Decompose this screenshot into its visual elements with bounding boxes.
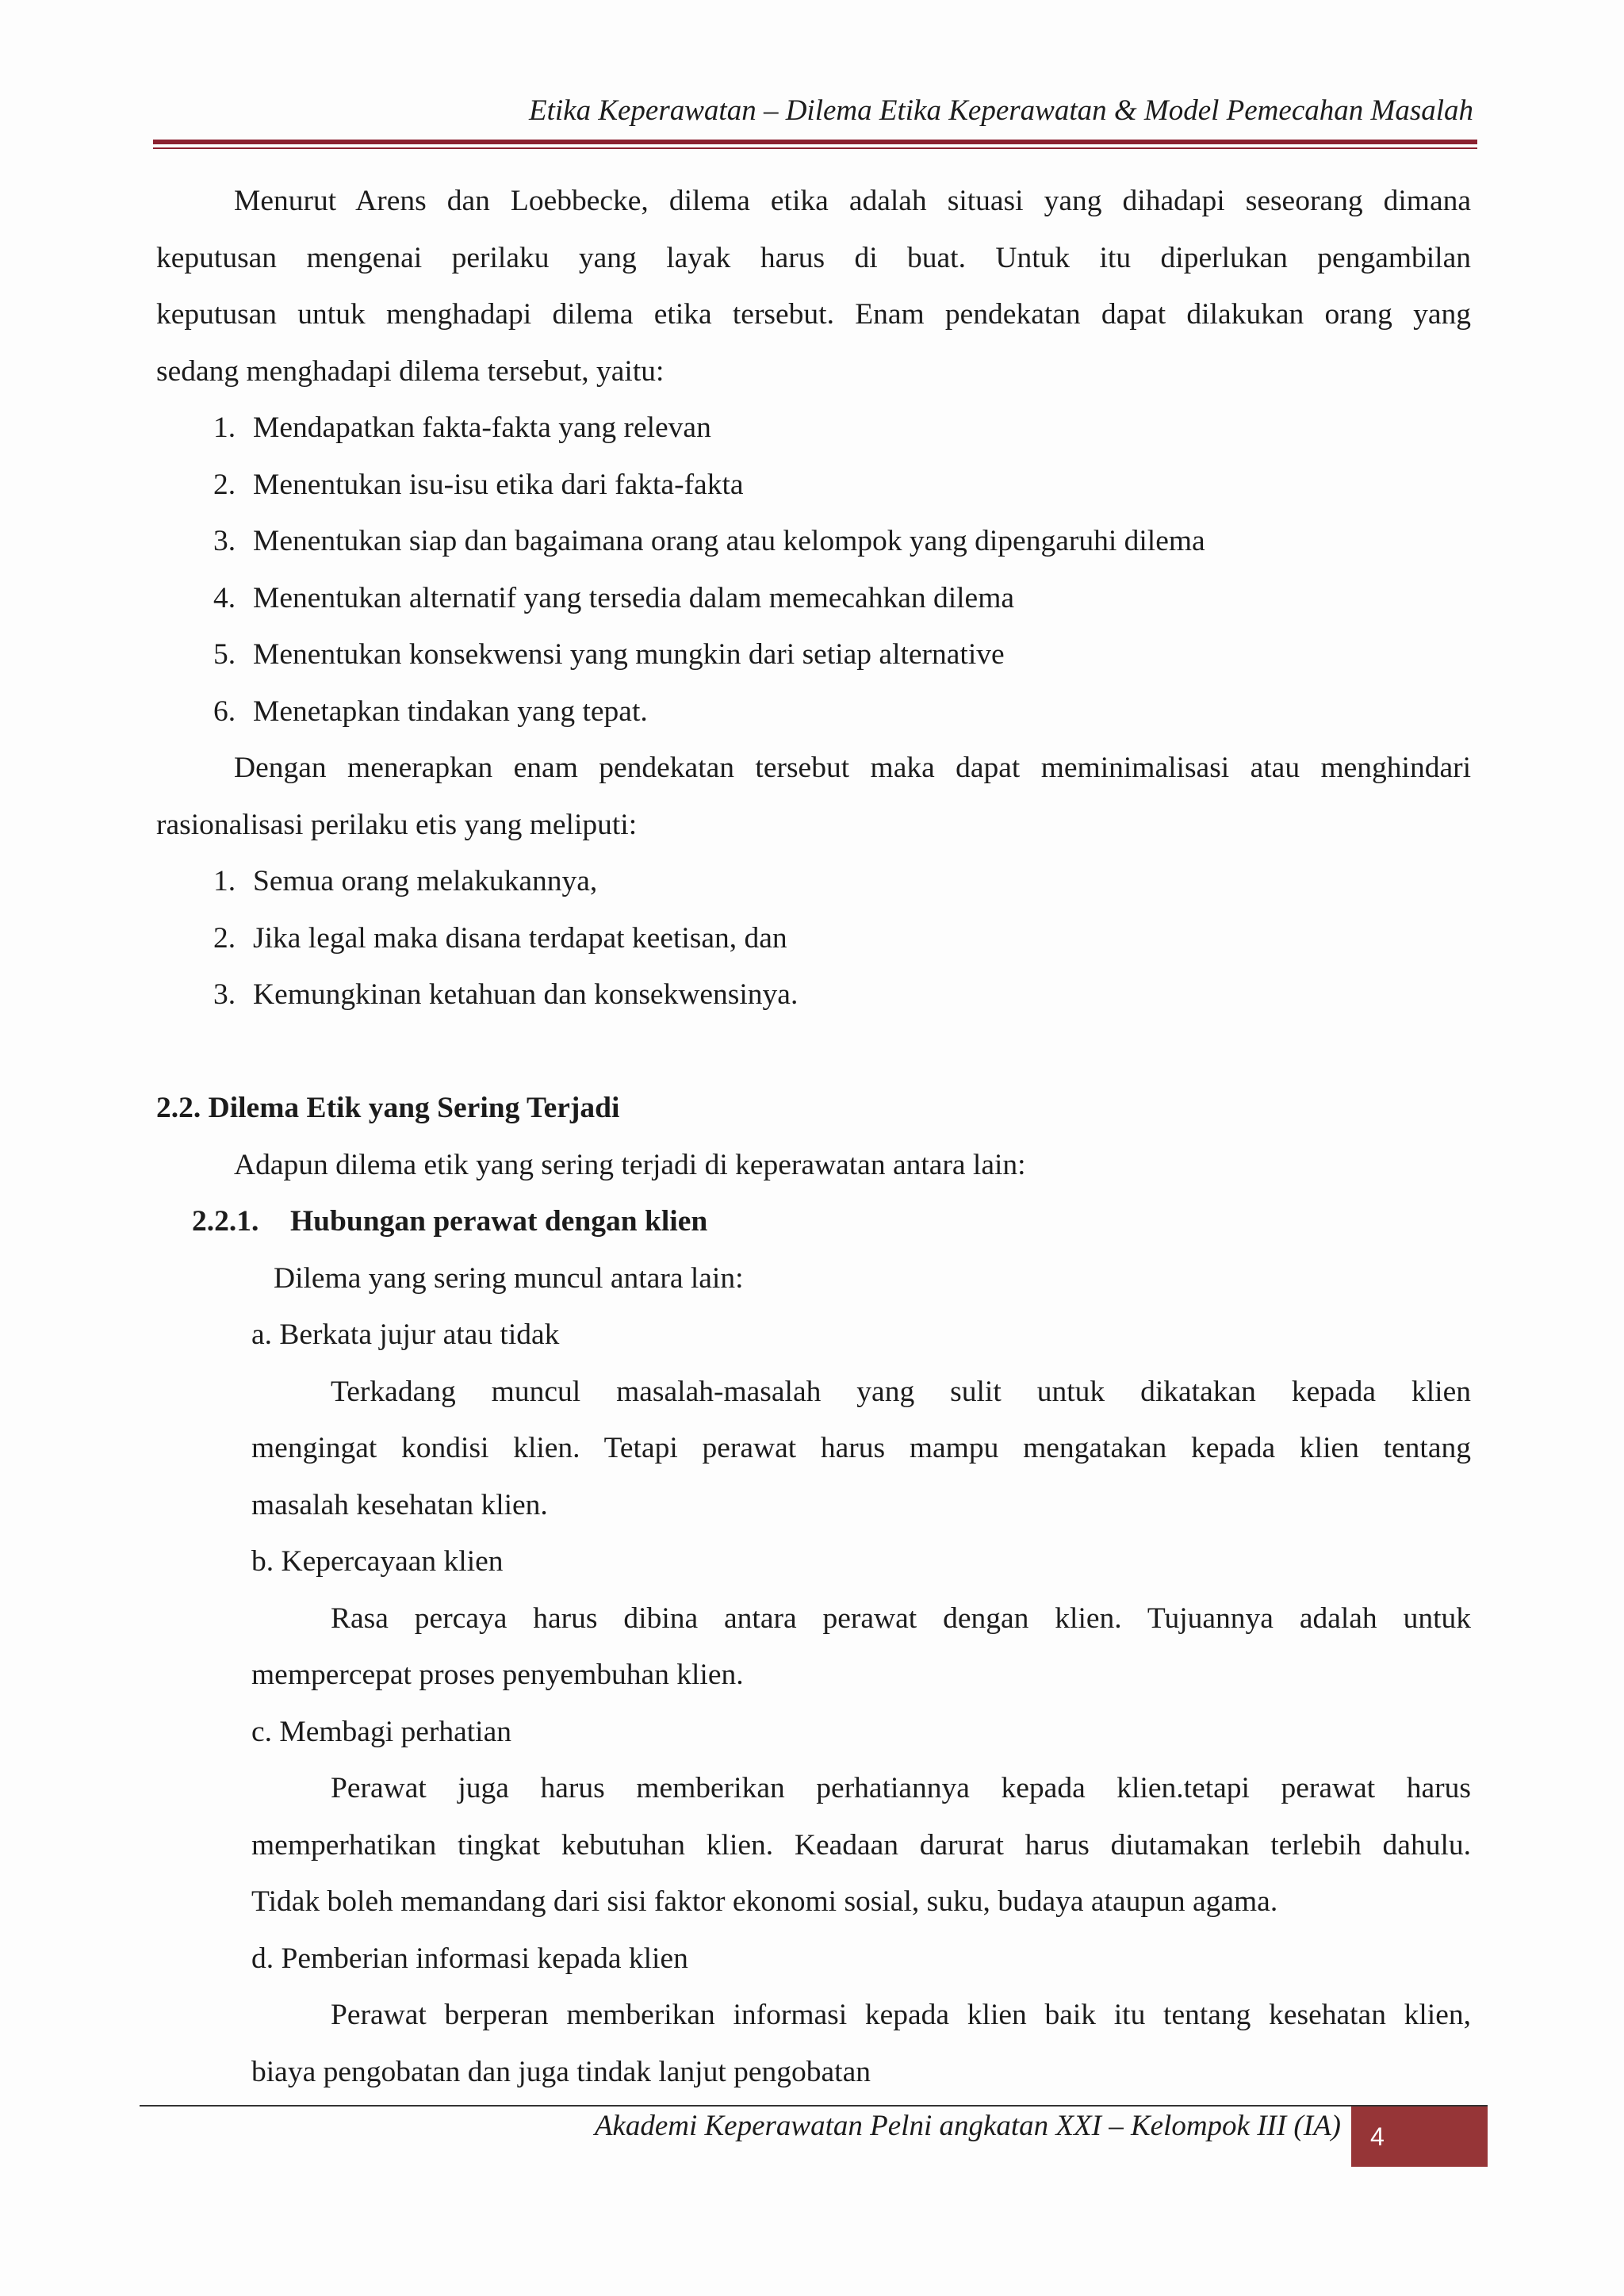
intro-line: sedang menghadapi dilema tersebut, yaitu: <box>156 354 665 388</box>
item-line: biaya pengobatan dan juga tindak lanjut pengobatan <box>251 2055 871 2088</box>
item-line: mengingat kondisi klien. Tetapi perawat harus mampu mengatakan kepada klien tentang <box>251 1432 1471 1464</box>
footer-text: Akademi Keperawatan Pelni angkatan XXI – Kelompok III (IA) <box>594 2110 1341 2142</box>
list-number: 2. <box>213 468 236 501</box>
list-text: Menentukan alternatif yang tersedia dalam memecahkan dilema <box>253 581 1015 614</box>
header-rule-thick <box>153 140 1477 144</box>
section-heading <box>156 1080 1471 1137</box>
item-line: masalah kesehatan klien. <box>251 1488 548 1521</box>
list-item <box>156 570 1471 627</box>
list-text: Mendapatkan fakta-fakta yang relevan <box>253 411 711 444</box>
page-number: 4 <box>1370 2122 1385 2151</box>
subsection-title: Hubungan perawat dengan klien <box>290 1205 708 1238</box>
item-label: b. Kepercayaan klien <box>251 1545 504 1578</box>
item-label: a. Berkata jujur atau tidak <box>251 1318 560 1351</box>
footer-rule <box>140 2105 1488 2107</box>
list-number: 1. <box>213 865 236 897</box>
intro-line: keputusan untuk menghadapi dilema etika tersebut. Enam pendekatan dapat dilakukan orang yang <box>156 298 1471 331</box>
list-text: Menentukan konsekwensi yang mungkin dari setiap alternative <box>253 638 1005 671</box>
list-item <box>156 513 1471 570</box>
blank-line <box>156 1024 1471 1081</box>
list-text: Semua orang melakukannya, <box>253 865 598 897</box>
list-item <box>156 910 1471 967</box>
list-number: 3. <box>213 525 236 557</box>
list-item <box>156 457 1471 514</box>
list-item <box>156 683 1471 740</box>
list-number: 4. <box>213 581 236 614</box>
subsection-intro: Dilema yang sering muncul antara lain: <box>274 1261 744 1295</box>
list-number: 2. <box>213 921 236 955</box>
header-rule-thin <box>153 147 1477 149</box>
page-number-box <box>1351 2107 1488 2167</box>
item-line: Perawat berperan memberikan informasi kepada klien baik itu tentang kesehatan klien, <box>331 1999 1471 2031</box>
item-line: mempercepat proses penyembuhan klien. <box>251 1659 744 1691</box>
header-title: Etika Keperawatan – Dilema Etika Keperawatan & Model Pemecahan Masalah <box>529 94 1473 127</box>
list-number: 6. <box>213 695 236 728</box>
paragraph-line: Dengan menerapkan enam pendekatan tersebut maka dapat meminimalisasi atau menghindari <box>234 752 1471 784</box>
list-number: 1. <box>213 411 236 444</box>
section-heading-text: 2.2. Dilema Etik yang Sering Terjadi <box>156 1092 620 1124</box>
item-label: d. Pemberian informasi kepada klien <box>251 1942 688 1975</box>
item-line: Perawat juga harus memberikan perhatiannya kepada klien.tetapi perawat harus <box>331 1772 1471 1804</box>
intro-line: keputusan mengenai perilaku yang layak harus di buat. Untuk itu diperlukan pengambilan <box>156 241 1471 274</box>
subsection-number: 2.2.1. <box>192 1205 259 1238</box>
item-line: Terkadang muncul masalah-masalah yang sulit untuk dikatakan kepada klien <box>331 1375 1471 1408</box>
list-number: 3. <box>213 978 236 1011</box>
list-item <box>156 626 1471 683</box>
list-text: Menentukan siap dan bagaimana orang atau kelompok yang dipengaruhi dilema <box>253 525 1205 557</box>
item-line: memperhatikan tingkat kebutuhan klien. Keadaan darurat harus diutamakan terlebih dahulu. <box>251 1828 1471 1862</box>
page-body <box>156 173 1471 2100</box>
list-number: 5. <box>213 638 236 671</box>
list-text: Kemungkinan ketahuan dan konsekwensinya. <box>253 978 799 1011</box>
intro-line: Menurut Arens dan Loebbecke, dilema etika adalah situasi yang dihadapi seseorang dimana <box>234 185 1471 217</box>
paragraph-line: rasionalisasi perilaku etis yang meliputi: <box>156 808 638 841</box>
list-text: Jika legal maka disana terdapat keetisan, dan <box>253 921 787 955</box>
item-line: Rasa percaya harus dibina antara perawat dengan klien. Tujuannya adalah untuk <box>331 1601 1471 1635</box>
item-line: Tidak boleh memandang dari sisi faktor ekonomi sosial, suku, budaya ataupun agama. <box>251 1885 1278 1918</box>
subsection-heading <box>156 1193 1471 1250</box>
list-item <box>156 853 1471 910</box>
list-text: Menentukan isu-isu etika dari fakta-fakta <box>253 468 744 501</box>
list-item <box>156 400 1471 457</box>
list-item <box>156 966 1471 1024</box>
list-text: Menetapkan tindakan yang tepat. <box>253 695 648 728</box>
section-intro: Adapun dilema etik yang sering terjadi di keperawatan antara lain: <box>234 1148 1026 1181</box>
item-label: c. Membagi perhatian <box>251 1715 511 1748</box>
